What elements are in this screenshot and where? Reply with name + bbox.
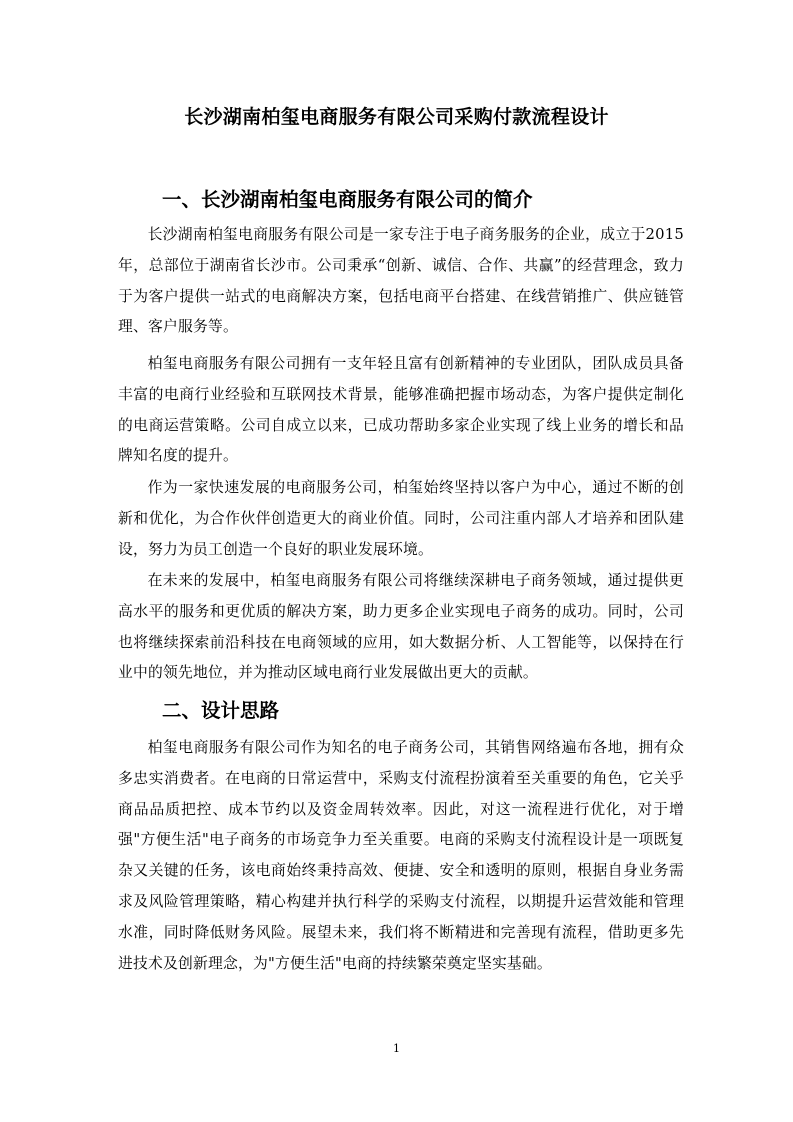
document-title: 长沙湖南柏玺电商服务有限公司采购付款流程设计 [184, 106, 609, 128]
paragraph: 在未来的发展中，柏玺电商服务有限公司将继续深耕电子商务领域，通过提供更高水平的服务和更优质的解决方案，助力更多企业实现电子商务的成功。同时，公司也将继续探索前沿科技在电商领域的应用，如大数据分析、人工智能等，以保持在行业中的领先地位，并为推动区域电商行业发展做出更大的贡献。 [118, 572, 684, 682]
paragraph: 长沙湖南柏玺电商服务有限公司是一家专注于电子商务服务的企业，成立于2015年，总部位于湖南省长沙市。公司秉承“创新、诚信、合作、共赢”的经营理念，致力于为客户提供一站式的电商解决方案，包括电商平台搭建、在线营销推广、供应链管理、客户服务等。 [118, 226, 684, 336]
section-heading-design: 二、设计思路 [162, 699, 280, 722]
page-number: 1 [393, 1042, 400, 1055]
paragraph: 作为一家快速发展的电商服务公司，柏玺始终坚持以客户为中心，通过不断的创新和优化，为合作伙伴创造更大的商业价值。同时，公司注重内部人才培养和团队建设，努力为员工创造一个良好的职业发展环境。 [118, 479, 684, 558]
paragraph: 柏玺电商服务有限公司拥有一支年轻且富有创新精神的专业团队，团队成员具备丰富的电商行业经验和互联网技术背景，能够准确把握市场动态，为客户提供定制化的电商运营策略。公司自成立以来，已成功帮助多家企业实现了线上业务的增长和品牌知名度的提升。 [118, 355, 684, 465]
section-heading-intro: 一、长沙湖南柏玺电商服务有限公司的简介 [162, 188, 533, 211]
paragraph: 柏玺电商服务有限公司作为知名的电子商务公司，其销售网络遍布各地，拥有众多忠实消费者。在电商的日常运营中，采购支付流程扮演着至关重要的角色，它关乎商品品质把控、成本节约以及资金周转效率。因此，对这一流程进行优化，对于增强"方便生活"电子商务的市场竞争力至关重要。电商的采购支付流程设计是一项既复杂又关键的任务，该电商始终秉持高效、便捷、安全和透明的原则，根据自身业务需求及风险管理策略，精心构建并执行科学的采购支付流程，以期提升运营效能和管理水准，同时降低财务风险。展望未来，我们将不断精进和完善现有流程，借助更多先进技术及创新理念，为"方便生活"电商的持续繁荣奠定坚实基础。 [118, 739, 684, 972]
